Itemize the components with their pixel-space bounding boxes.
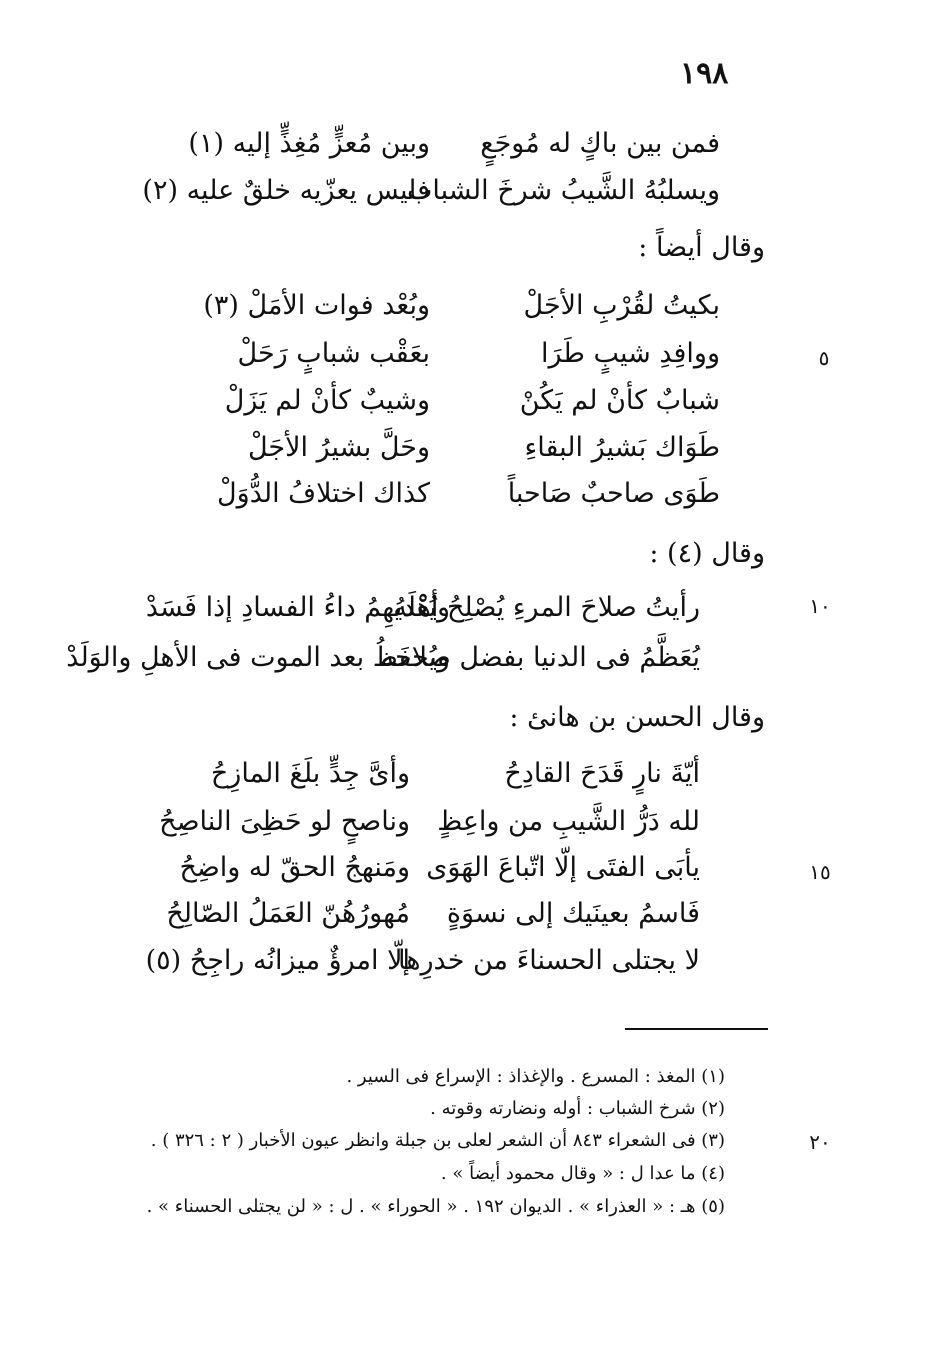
poem-intro: وقال (٤) :	[649, 538, 765, 569]
verse-line	[160, 898, 700, 942]
footnote-separator	[625, 1028, 768, 1030]
verse-line	[160, 806, 700, 850]
verse-line	[160, 478, 720, 522]
first-hemistich: بكيتُ لقُرْبِ الأجَلْ	[523, 290, 720, 321]
footnote: (١) المغذ : المسرع . والإغذاذ : الإسراع فى السير .	[346, 1066, 725, 1087]
verse-line	[160, 385, 720, 429]
first-hemistich: ويسلبُهُ الشَّيبُ شرخَ الشباب	[407, 175, 720, 206]
second-hemistich: وناصحٍ لو حَظِىَ الناصِحُ	[159, 806, 410, 837]
first-hemistich: شبابٌ كأنْ لم يَكُنْ	[519, 385, 720, 416]
second-hemistich: وبُعْد فوات الأمَلْ (٣)	[203, 290, 430, 321]
footnote: (٤) ما عدا ل : « وقال محمود أيضاً » .	[440, 1163, 725, 1184]
verse-line	[145, 945, 700, 989]
first-hemistich: رأيتُ صلاحَ المرءِ يُصْلِحُ أهْلَهُ	[393, 592, 700, 623]
verse-line	[160, 338, 720, 382]
verse-line	[140, 592, 760, 636]
first-hemistich: طَوَى صاحبٌ صَاحباً	[507, 478, 720, 509]
page-number: ١٩٨	[680, 56, 729, 91]
footnote: (٥) هـ : « العذراء » . الديوان ١٩٢ . « الحوراء » . ل : « لن يجتلى الحسناء » .	[146, 1196, 725, 1217]
first-hemistich: لا يجتلى الحسناءَ من خدرِها	[398, 945, 700, 976]
first-hemistich: فَاسمُ بعينَيك إلى نسوَةٍ	[446, 898, 700, 929]
line-number: ١٠	[809, 594, 831, 618]
footnote: (٣) فى الشعراء ٨٤٣ أن الشعر لعلى بن جبلة وانظر عيون الأخبار ( ٢ : ٣٢٦ ) .	[150, 1130, 725, 1151]
first-hemistich: لله دَرُّ الشَّيبِ من واعِظٍ	[437, 806, 700, 837]
second-hemistich: كذاك اختلافُ الدُّوَلْ	[217, 478, 430, 509]
verse-line	[160, 128, 720, 172]
poem-intro: وقال أيضاً :	[638, 232, 765, 263]
second-hemistich: وبين مُعزٍّ مُغِذٍّ إليه (١)	[188, 128, 430, 159]
second-hemistich: وأىَّ جِدٍّ بلَغَ المازِحُ	[210, 758, 410, 789]
first-hemistich: يُعَظَّمُ فى الدنيا بفضل صلاحه	[380, 642, 700, 673]
second-hemistich: إلّا امرؤٌ ميزانُه راجِحُ (٥)	[145, 945, 410, 976]
line-number: ٢٠	[809, 1130, 831, 1154]
second-hemistich: بعَقْب شبابٍ رَحَلْ	[237, 338, 430, 369]
first-hemistich: يأبَى الفتَى إلّا اتّباعَ الهَوَى	[426, 852, 700, 883]
line-number: ١٥	[809, 860, 831, 884]
verse-line	[160, 758, 700, 802]
second-hemistich: وشيبٌ كأنْ لم يَزَلْ	[224, 385, 430, 416]
first-hemistich: أيّةَ نارٍ قَدَحَ القادِحُ	[504, 758, 700, 789]
verse-line	[160, 290, 720, 334]
second-hemistich: ومَنهجُ الحقّ له واضِحُ	[179, 852, 410, 883]
footnote: (٢) شرخ الشباب : أوله ونضارته وقوته .	[430, 1098, 725, 1119]
second-hemistich: ويُعْديهِمُ داءُ الفسادِ إذا فَسَدْ	[145, 592, 450, 623]
second-hemistich: فليس يعزّيه خلقٌ عليه (٢)	[142, 175, 430, 206]
verse-line	[160, 852, 700, 896]
poem-intro: وقال الحسن بن هانئ :	[509, 702, 765, 733]
line-number: ٥	[818, 346, 830, 370]
second-hemistich: مُهورُهُنّ العَمَلُ الصّالِحُ	[166, 898, 410, 929]
verse-line	[160, 432, 720, 476]
first-hemistich: طَوَاك بَشيرُ البقاءِ	[524, 432, 720, 463]
verse-line	[142, 175, 720, 219]
second-hemistich: ويُحفَظُ بعد الموت فى الأهلِ والوَلَدْ	[66, 642, 450, 673]
first-hemistich: ووافِدِ شيبٍ طَرَا	[541, 338, 720, 369]
verse-line	[66, 642, 760, 686]
first-hemistich: فمن بين باكٍ له مُوجَعٍ	[480, 128, 720, 159]
second-hemistich: وحَلَّ بشيرُ الأجَلْ	[247, 432, 430, 463]
